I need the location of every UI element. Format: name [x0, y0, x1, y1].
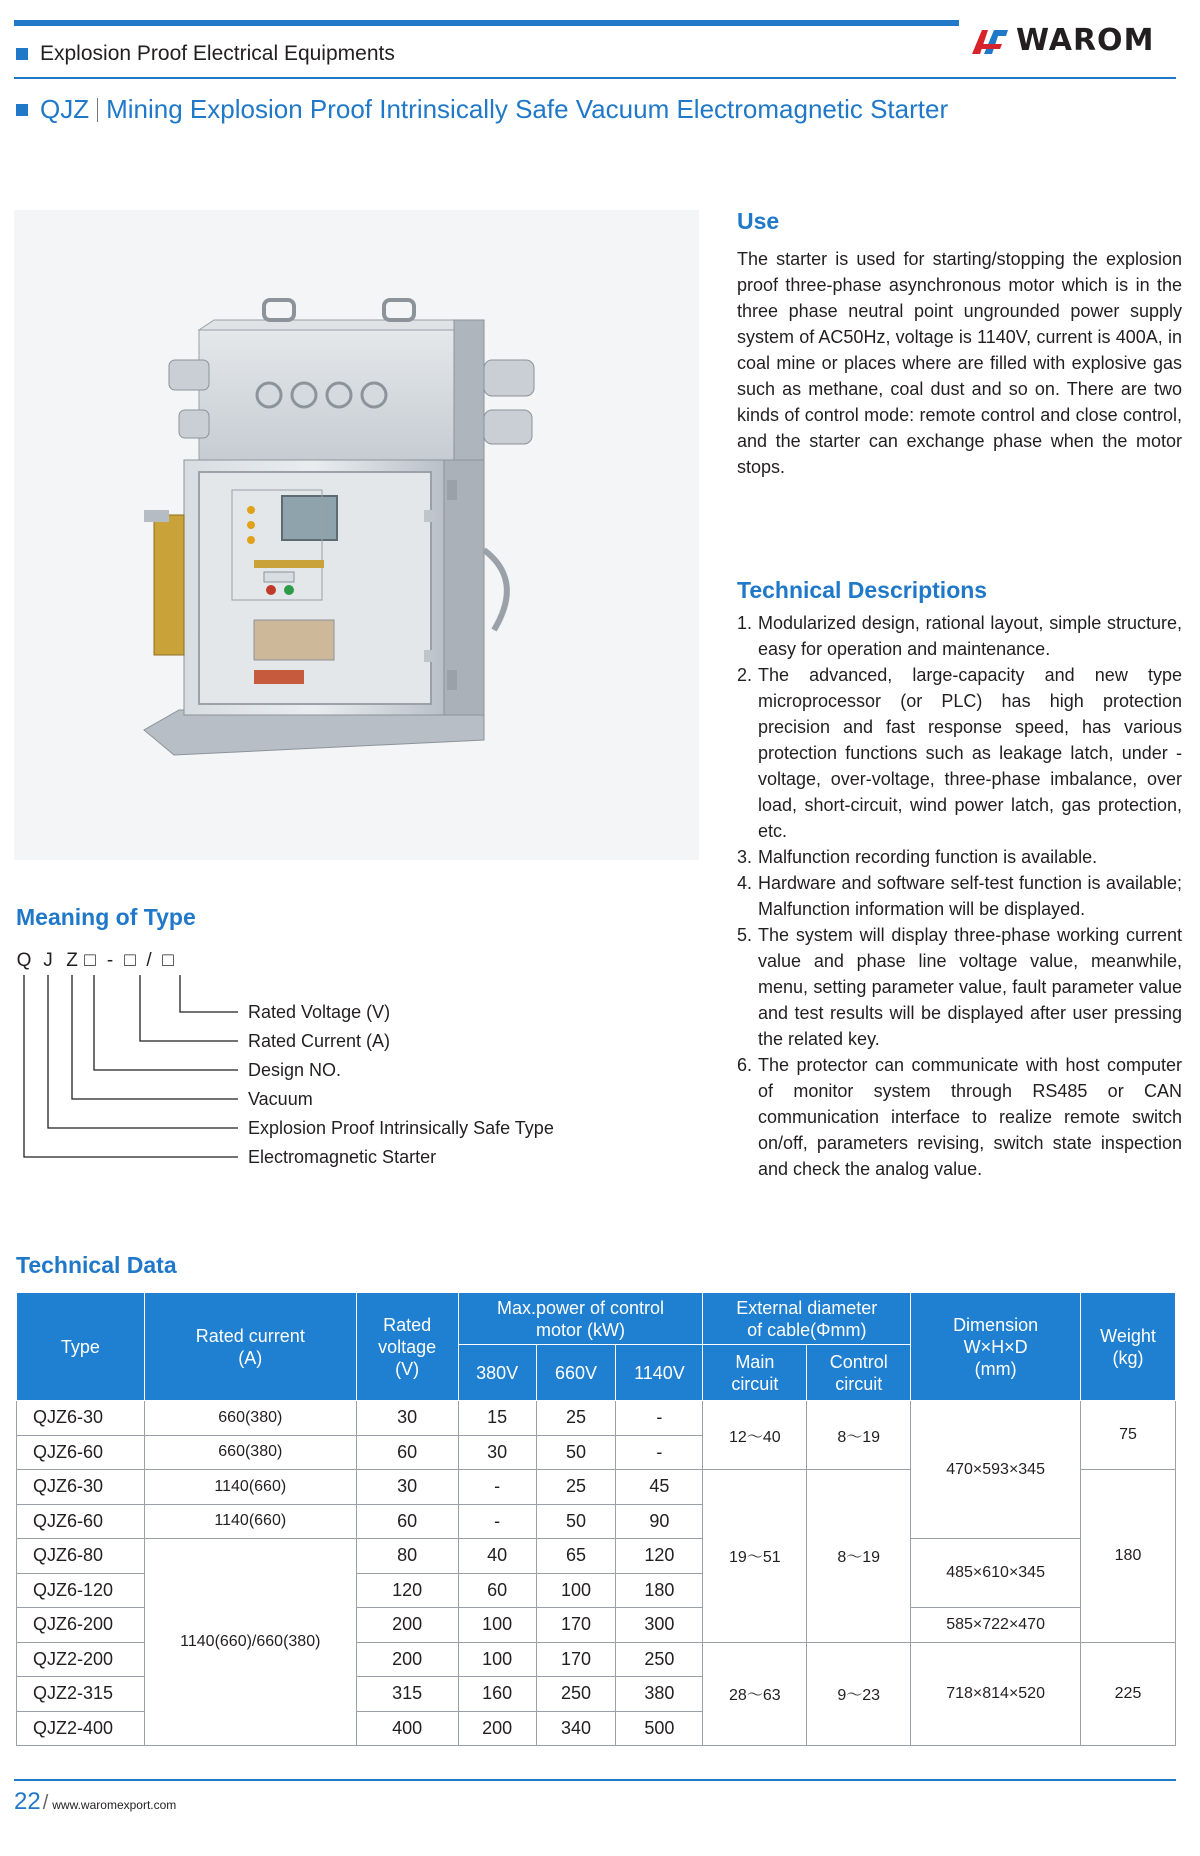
tech-desc-item	[737, 662, 1182, 844]
cell-weight: 180	[1081, 1470, 1176, 1643]
cell-p1140: 120	[616, 1539, 703, 1574]
cell-dimension: 485×610×345	[911, 1539, 1081, 1608]
cell-type: QJZ6-120	[17, 1573, 145, 1608]
cell-voltage: 30	[356, 1470, 458, 1505]
col-dimension: Dimension W×H×D (mm)	[911, 1293, 1081, 1401]
product-photo	[14, 210, 699, 860]
tech-desc-item	[737, 870, 1182, 922]
type-label-design: Design NO.	[248, 1060, 342, 1080]
cell-p1140: 500	[616, 1711, 703, 1746]
col-1140v: 1140V	[616, 1345, 703, 1401]
type-code	[16, 950, 178, 972]
cell-current: 1140(660)	[144, 1504, 356, 1539]
col-type: Type	[17, 1293, 145, 1401]
code-char: /	[146, 950, 152, 971]
page-number: 22	[14, 1788, 41, 1815]
use-title: Use	[737, 208, 780, 234]
item-text: The advanced, large-capacity and new type microprocessor (or PLC) has high protection precision and fast response speed, has various protection functions such as leakage latch, under -voltage, over-voltage, three-phase imbalance, over load, short-circuit, wind power latch, gas protection, etc.	[758, 665, 1182, 841]
website-link[interactable]: www.waromexport.com	[52, 1798, 177, 1812]
cell-control-circuit: 9～23	[807, 1642, 911, 1746]
cell-current: 1140(660)	[144, 1470, 356, 1505]
code-char: Z	[66, 950, 78, 971]
cell-p380: 160	[458, 1677, 536, 1712]
cell-weight: 75	[1081, 1401, 1176, 1470]
technical-data-table	[16, 1292, 1176, 1746]
cell-p660: 25	[536, 1401, 616, 1436]
cell-type: QJZ6-60	[17, 1435, 145, 1470]
cell-p380: 100	[458, 1608, 536, 1643]
brand-logo	[968, 24, 1174, 60]
brand-name: WAROM	[1016, 23, 1155, 58]
cell-dimension: 718×814×520	[911, 1642, 1081, 1746]
bullet-square-icon	[16, 48, 28, 60]
col-380v: 380V	[458, 1345, 536, 1401]
cell-p380: 30	[458, 1435, 536, 1470]
cell-p660: 170	[536, 1608, 616, 1643]
cell-main-circuit: 19～51	[703, 1470, 807, 1643]
item-text: Modularized design, rational layout, simple structure, easy for operation and maintenance.	[758, 613, 1182, 659]
col-660v: 660V	[536, 1345, 616, 1401]
cell-voltage: 200	[356, 1608, 458, 1643]
cell-p660: 170	[536, 1642, 616, 1677]
cell-p1140: 90	[616, 1504, 703, 1539]
item-number: 2.	[737, 665, 753, 685]
cell-type: QJZ2-400	[17, 1711, 145, 1746]
code-char: □	[124, 950, 136, 971]
item-number: 6.	[737, 1055, 753, 1075]
footer-rule	[14, 1779, 1176, 1781]
cell-type: QJZ6-30	[17, 1470, 145, 1505]
code-char: -	[106, 950, 114, 971]
tech-desc-list	[737, 610, 1182, 1182]
product-heading	[16, 94, 948, 125]
type-label-current: Rated Current (A)	[248, 1031, 391, 1051]
category-text: Explosion Proof Electrical Equipments	[40, 42, 395, 65]
item-number: 1.	[737, 613, 753, 633]
page-footer	[14, 1788, 176, 1816]
col-main-circuit: Main circuit	[703, 1345, 807, 1401]
code-char: □	[162, 950, 174, 971]
cell-current: 660(380)	[144, 1435, 356, 1470]
item-text: Malfunction recording function is available.	[758, 847, 1098, 867]
cell-p1140: -	[616, 1435, 703, 1470]
starter-cabinet-illustration	[14, 210, 699, 860]
item-text: The system will display three-phase working current value and phase line voltage value, meanwhile, menu, setting parameter value, fault parameter value and test results will be displayed after user pressing the related key.	[758, 925, 1182, 1049]
cell-p380: 60	[458, 1573, 536, 1608]
use-text: The starter is used for starting/stopping the explosion proof three-phase asynchronous motor which is in the three phase neutral point ungrounded power supply system of AC50Hz, voltage is 1140V, current is 400A, in coal mine or places where are filled with explosive gas such as methane, coal dust and so on. There are two kinds of control mode: remote control and close control, and the starter can exchange phase when the motor stops.	[737, 249, 1182, 477]
cell-voltage: 80	[356, 1539, 458, 1574]
cell-dimension: 585×722×470	[911, 1608, 1081, 1643]
meaning-of-type-title: Meaning of Type	[16, 904, 196, 930]
cell-p1140: 45	[616, 1470, 703, 1505]
product-title: Mining Explosion Proof Intrinsically Safe Vacuum Electromagnetic Starter	[106, 94, 949, 124]
item-text: The protector can communicate with host computer of monitor system through RS485 or CAN communication interface to realize remote switch on/off, parameters revising, switch state inspection and check the analog value.	[758, 1055, 1182, 1179]
col-weight: Weight (kg)	[1081, 1293, 1176, 1401]
cell-p1140: 300	[616, 1608, 703, 1643]
col-control-circuit: Control circuit	[807, 1345, 911, 1401]
code-char: □	[84, 950, 96, 971]
warom-mark-icon	[968, 24, 1012, 60]
cell-type: QJZ6-60	[17, 1504, 145, 1539]
col-max-power: Max.power of control motor (kW)	[458, 1293, 703, 1345]
cell-dimension: 470×593×345	[911, 1401, 1081, 1539]
tech-desc-item	[737, 610, 1182, 662]
cell-p660: 50	[536, 1435, 616, 1470]
cell-type: QJZ6-200	[17, 1608, 145, 1643]
col-external-diameter: External diameter of cable(Φmm)	[703, 1293, 911, 1345]
cell-weight: 225	[1081, 1642, 1176, 1746]
type-code-leader-lines	[0, 970, 240, 1180]
tech-desc-item	[737, 922, 1182, 1052]
cell-voltage: 120	[356, 1573, 458, 1608]
cell-p380: 15	[458, 1401, 536, 1436]
cell-voltage: 60	[356, 1435, 458, 1470]
item-number: 4.	[737, 873, 753, 893]
cell-p380: -	[458, 1470, 536, 1505]
cell-p380: 100	[458, 1642, 536, 1677]
cell-p1140: 250	[616, 1642, 703, 1677]
header-rule	[14, 77, 1176, 79]
cell-type: QJZ2-315	[17, 1677, 145, 1712]
cell-main-circuit: 28～63	[703, 1642, 807, 1746]
category-heading	[16, 42, 395, 66]
cell-p660: 25	[536, 1470, 616, 1505]
cell-p660: 50	[536, 1504, 616, 1539]
code-char: J	[43, 950, 53, 971]
cell-current: 660(380)	[144, 1401, 356, 1436]
cell-type: QJZ6-80	[17, 1539, 145, 1574]
col-rated-voltage: Rated voltage (V)	[356, 1293, 458, 1401]
col-rated-current: Rated current (A)	[144, 1293, 356, 1401]
code-char: Q	[16, 950, 32, 971]
cell-voltage: 315	[356, 1677, 458, 1712]
cell-p1140: 180	[616, 1573, 703, 1608]
technical-data-title: Technical Data	[16, 1252, 177, 1278]
cell-type: QJZ6-30	[17, 1401, 145, 1436]
type-label-starter: Electromagnetic Starter	[248, 1147, 437, 1167]
cell-p660: 65	[536, 1539, 616, 1574]
type-label-voltage: Rated Voltage (V)	[248, 1002, 391, 1022]
type-label-vacuum: Vacuum	[248, 1089, 313, 1109]
cell-main-circuit: 12～40	[703, 1401, 807, 1470]
cell-control-circuit: 8～19	[807, 1401, 911, 1470]
model-code: QJZ	[40, 94, 90, 124]
table-row	[17, 1539, 1176, 1574]
table-row	[17, 1401, 1176, 1436]
cell-voltage: 60	[356, 1504, 458, 1539]
item-number: 5.	[737, 925, 753, 945]
cell-voltage: 400	[356, 1711, 458, 1746]
title-separator	[97, 98, 98, 122]
item-text: Hardware and software self-test function is available; Malfunction information will be displayed.	[758, 873, 1182, 919]
cell-p660: 100	[536, 1573, 616, 1608]
cell-p380: 200	[458, 1711, 536, 1746]
tech-desc-item	[737, 844, 1182, 870]
cell-p660: 340	[536, 1711, 616, 1746]
cell-p380: -	[458, 1504, 536, 1539]
cell-p660: 250	[536, 1677, 616, 1712]
header-top-bar	[14, 20, 959, 26]
tech-desc-title: Technical Descriptions	[737, 577, 988, 603]
cell-p1140: 380	[616, 1677, 703, 1712]
cell-voltage: 30	[356, 1401, 458, 1436]
cell-voltage: 200	[356, 1642, 458, 1677]
cell-p1140: -	[616, 1401, 703, 1436]
cell-p380: 40	[458, 1539, 536, 1574]
footer-separator: /	[42, 1792, 49, 1814]
type-label-explosion-proof: Explosion Proof Intrinsically Safe Type	[248, 1118, 554, 1138]
item-number: 3.	[737, 847, 753, 867]
cell-type: QJZ2-200	[17, 1642, 145, 1677]
bullet-square-icon	[16, 104, 28, 116]
cell-control-circuit: 8～19	[807, 1470, 911, 1643]
cell-current-merged: 1140(660)/660(380)	[144, 1539, 356, 1746]
tech-desc-item	[737, 1052, 1182, 1182]
